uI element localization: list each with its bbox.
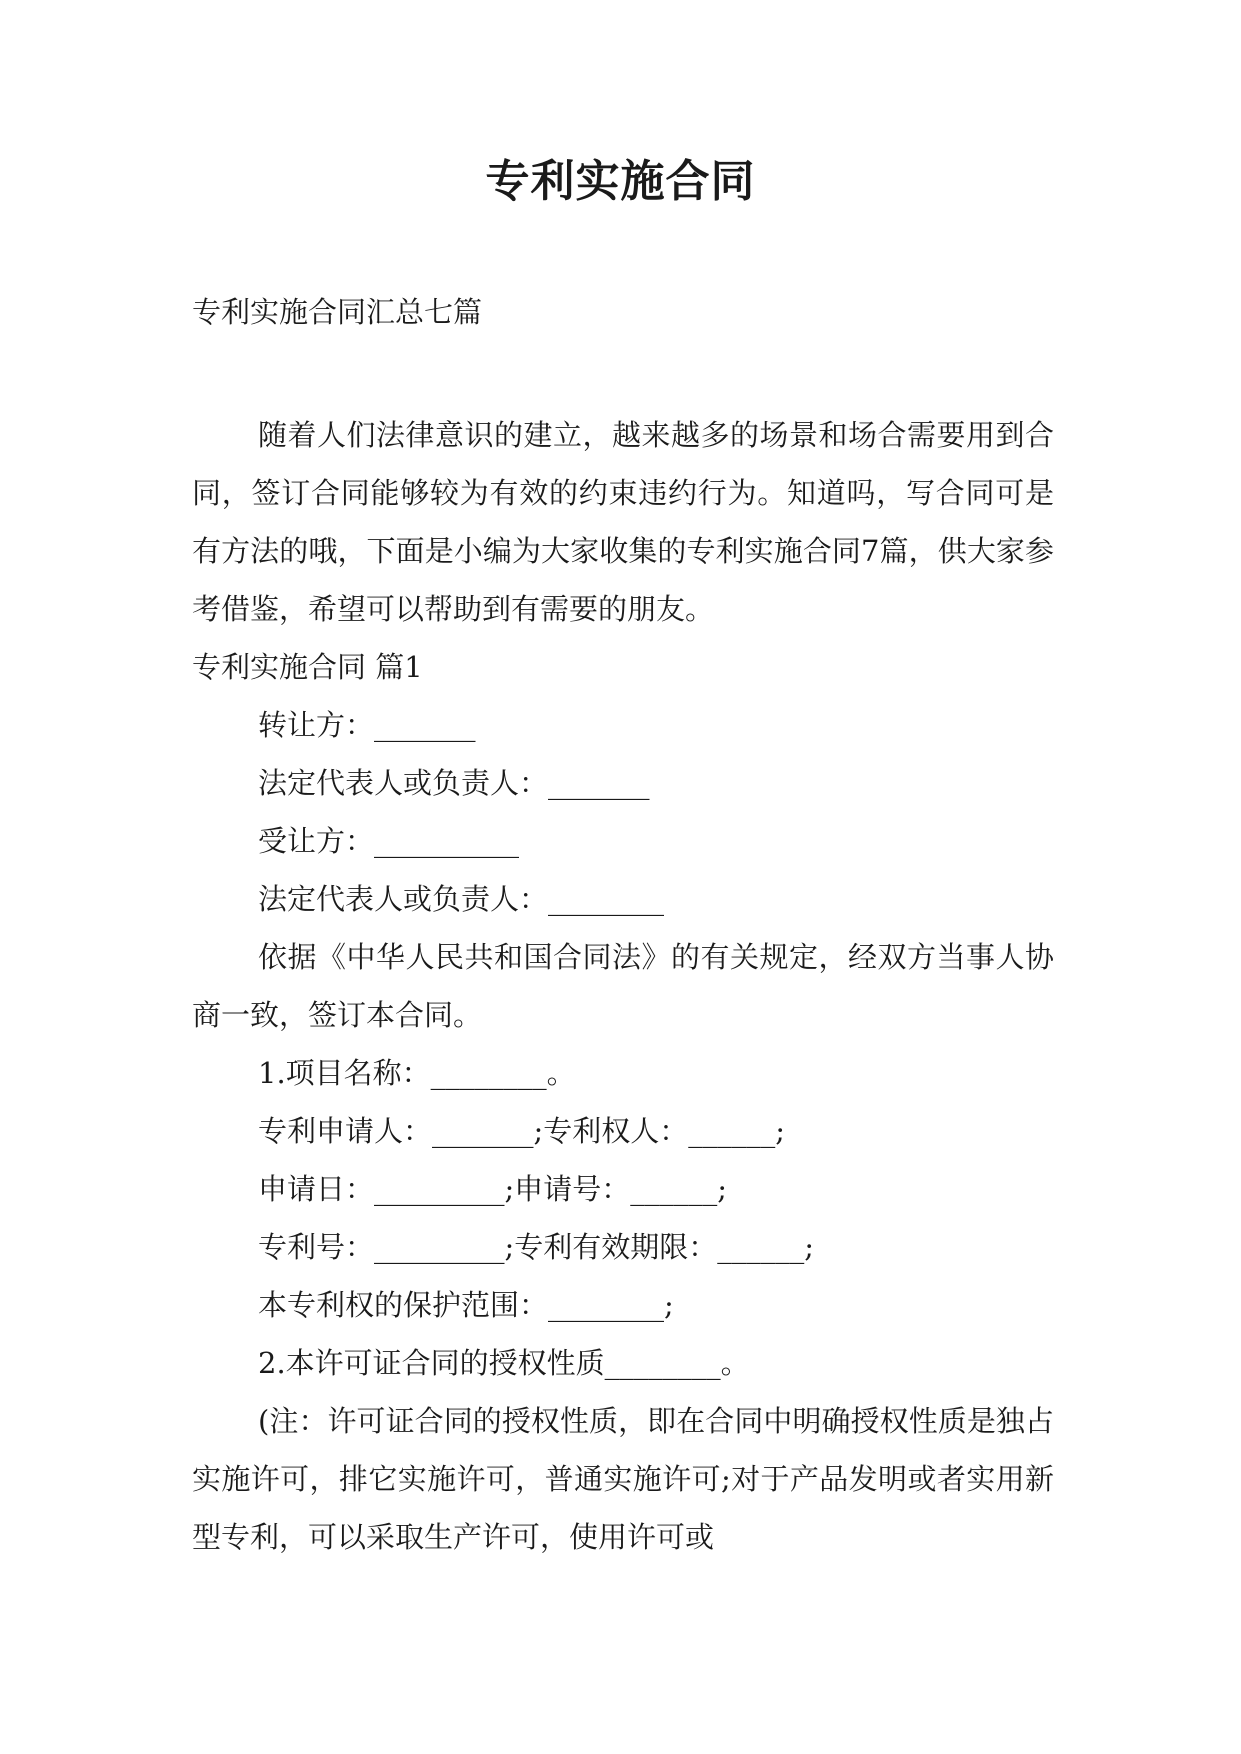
paragraph: 依据《中华人民共和国合同法》的有关规定，经双方当事人协商一致，签订本合同。 (192, 940, 1054, 1032)
document-title: 专利实施合同 (485, 156, 756, 207)
document-subtitle: 专利实施合同汇总七篇 (192, 295, 483, 329)
paragraph: 2.本许可证合同的授权性质________。 (258, 1346, 750, 1380)
paragraph: 专利号：_________;专利有效期限：______; (258, 1230, 815, 1264)
paragraph: 专利实施合同 篇1 (192, 650, 423, 684)
paragraph: 本专利权的保护范围：________; (258, 1288, 674, 1322)
paragraph: 法定代表人或负责人：________ (258, 882, 665, 916)
paragraph: (注：许可证合同的授权性质，即在合同中明确授权性质是独占实施许可，排它实施许可，普通实施许可;对于产品发明或者实用新型专利，可以采取生产许可，使用许可或 (192, 1404, 1054, 1554)
paragraph: 受让方：__________ (258, 824, 520, 858)
paragraph: 法定代表人或负责人：_______ (258, 766, 650, 800)
document-body (192, 406, 1054, 1566)
paragraph: 转让方：_______ (258, 708, 476, 742)
paragraph: 专利申请人：_______;专利权人：______; (258, 1114, 786, 1148)
paragraph: 随着人们法律意识的建立，越来越多的场景和场合需要用到合同，签订合同能够较为有效的约束违约行为。知道吗，写合同可是有方法的哦，下面是小编为大家收集的专利实施合同7篇，供大家参考借鉴，希望可以帮助到有需要的朋友。 (192, 418, 1054, 626)
paragraph: 1.项目名称：________。 (258, 1056, 576, 1090)
paragraph: 申请日：_________;申请号：______; (258, 1172, 728, 1206)
